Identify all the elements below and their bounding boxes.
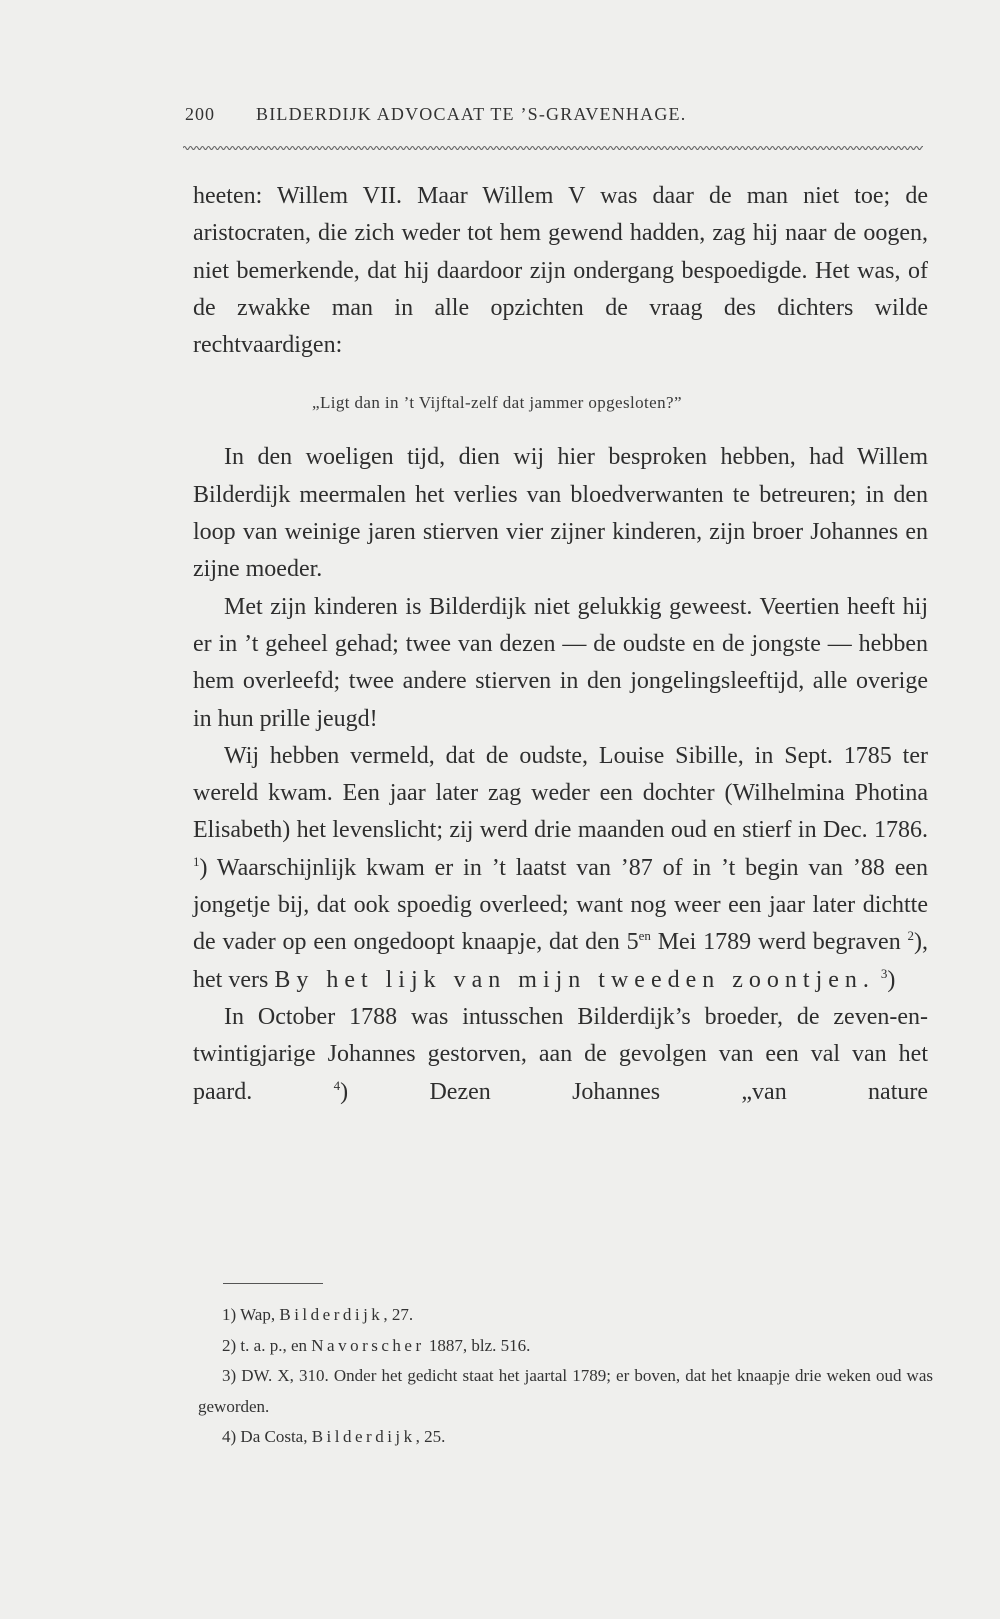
running-title: BILDERDIJK ADVOCAAT TE ’S-GRAVENHAGE. xyxy=(256,104,687,124)
footnote-ref-4: 4 xyxy=(333,1077,341,1093)
paragraph-2: In den woeligen tijd, dien wij hier besproken hebben, had Willem Bilderdijk meermalen het verlies van bloedverwanten te betreuren; in den loop van weinige jaren stierven vier zijner kinderen, zijn broer Johannes en zijne moeder. xyxy=(193,444,928,583)
footnote-3: 3) DW. X, 310. Onder het gedicht staat het jaartal 1789; er boven, dat het knaapje drie weken oud was geworden. xyxy=(198,1366,933,1416)
footnote-ref-2: 2 xyxy=(907,928,915,944)
footnote-4: 4) Da Costa, Bilderdijk, 25. xyxy=(222,1427,446,1446)
paragraph-3: Met zijn kinderen is Bilderdijk niet gelukkig geweest. Veertien heeft hij er in ’t geheel gehad; twee van dezen — de oudste en de jongste — hebben hem overleefd; twee andere stierven in den jongelingsleeftijd, alle overige in hun prille jeugd! xyxy=(193,593,928,732)
footnote-ref-3: 3 xyxy=(880,965,888,981)
footnote-rule xyxy=(223,1283,323,1284)
footnote-1: 1) Wap, Bilderdijk, 27. xyxy=(222,1305,414,1324)
verse-quote: „Ligt dan in ’t Vijftal-zelf dat jammer opgesloten?” xyxy=(312,393,682,412)
body-text xyxy=(193,178,928,1111)
page-number: 200 xyxy=(185,104,215,124)
paragraph-1: heeten: Willem VII. Maar Willem V was daar de man niet toe; de aristocraten, die zich weder tot hem gewend hadden, zag hij naar de oogen, niet bemerkende, dat hij daardoor zijn ondergang bespoedigde. Het was, of de zwakke man in alle opzichten de vraag des dichters wilde rechtvaardigen: xyxy=(193,183,928,359)
spaced-poem-title: By het lijk van mijn tweeden zoontjen. xyxy=(274,966,875,993)
superscript-en: en xyxy=(638,928,651,944)
footnotes xyxy=(198,1300,933,1453)
running-header xyxy=(185,104,925,125)
footnote-ref-1: 1 xyxy=(193,853,200,869)
footnote-2: 2) t. a. p., en Navorscher 1887, blz. 516. xyxy=(222,1335,531,1355)
paragraph-4: Wij hebben vermeld, dat de oudste, Louise Sibille, in Sept. 1785 ter wereld kwam. Een jaar later zag weder een dochter (Wilhelmina Photina Elisabeth) het levenslicht; zij werd drie maanden oud en stierf in Dec. 1786. $^1$) Waarschijnlijk kwam er in ’t laatst van ’87 of in ’t begin van ’88 een jongetje bij, dat ook spoedig overleed; want nog weer een jaar later dichtte de vader op een ongedoopt knaapje, dat den $5^{en}$ Mei 1789 werd begraven $^2$), het vers By het lijk van mijn tweeden zoontjen. $^3$) xyxy=(193,742,929,993)
decorative-wavy-rule xyxy=(183,141,923,155)
paragraph-5: In October 1788 was intusschen Bilderdijk’s broeder, de zeven-en-twintigjarige Johannes gestorven, aan de gevolgen van een val van het paard. $^4$) Dezen Johannes „van nature xyxy=(193,1003,929,1105)
